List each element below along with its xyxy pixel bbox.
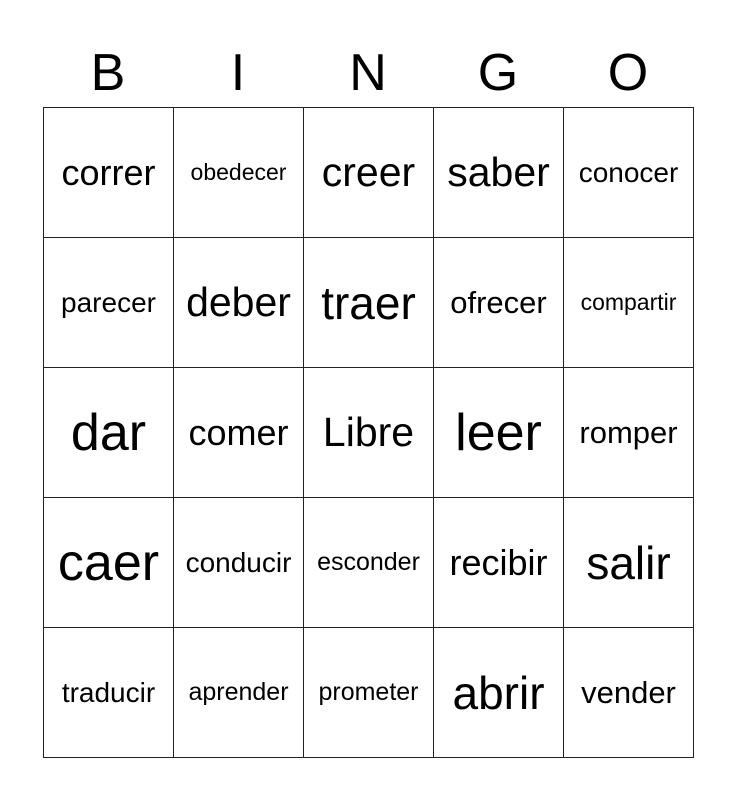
bingo-cell[interactable]: comer — [174, 368, 304, 498]
bingo-cell[interactable]: recibir — [434, 498, 564, 628]
header-letter-o: O — [607, 44, 649, 102]
bingo-cell[interactable]: caer — [44, 498, 174, 628]
bingo-cell[interactable]: obedecer — [174, 108, 304, 238]
bingo-cell[interactable]: aprender — [174, 628, 304, 758]
bingo-cell[interactable]: traer — [304, 238, 434, 368]
bingo-cell[interactable]: vender — [564, 628, 694, 758]
bingo-cell[interactable]: traducir — [44, 628, 174, 758]
bingo-cell[interactable]: parecer — [44, 238, 174, 368]
header-letter-b: B — [90, 44, 126, 102]
bingo-cell[interactable]: saber — [434, 108, 564, 238]
bingo-cell[interactable]: conducir — [174, 498, 304, 628]
bingo-cell[interactable]: romper — [564, 368, 694, 498]
bingo-cell[interactable]: esconder — [304, 498, 434, 628]
bingo-cell[interactable]: abrir — [434, 628, 564, 758]
bingo-cell[interactable]: creer — [304, 108, 434, 238]
header-letter-i: I — [230, 44, 246, 102]
bingo-cell[interactable]: leer — [434, 368, 564, 498]
header-letter-n: N — [349, 44, 387, 102]
bingo-cell[interactable]: prometer — [304, 628, 434, 758]
bingo-cell[interactable]: conocer — [564, 108, 694, 238]
bingo-cell[interactable]: correr — [44, 108, 174, 238]
bingo-cell[interactable]: salir — [564, 498, 694, 628]
bingo-cell[interactable]: compartir — [564, 238, 694, 368]
bingo-cell[interactable]: dar — [44, 368, 174, 498]
bingo-cell[interactable]: deber — [174, 238, 304, 368]
bingo-header — [43, 40, 693, 106]
bingo-cell[interactable]: ofrecer — [434, 238, 564, 368]
bingo-board — [43, 107, 694, 758]
header-letter-g: G — [477, 44, 519, 102]
bingo-cell free-space[interactable]: Libre — [304, 368, 434, 498]
